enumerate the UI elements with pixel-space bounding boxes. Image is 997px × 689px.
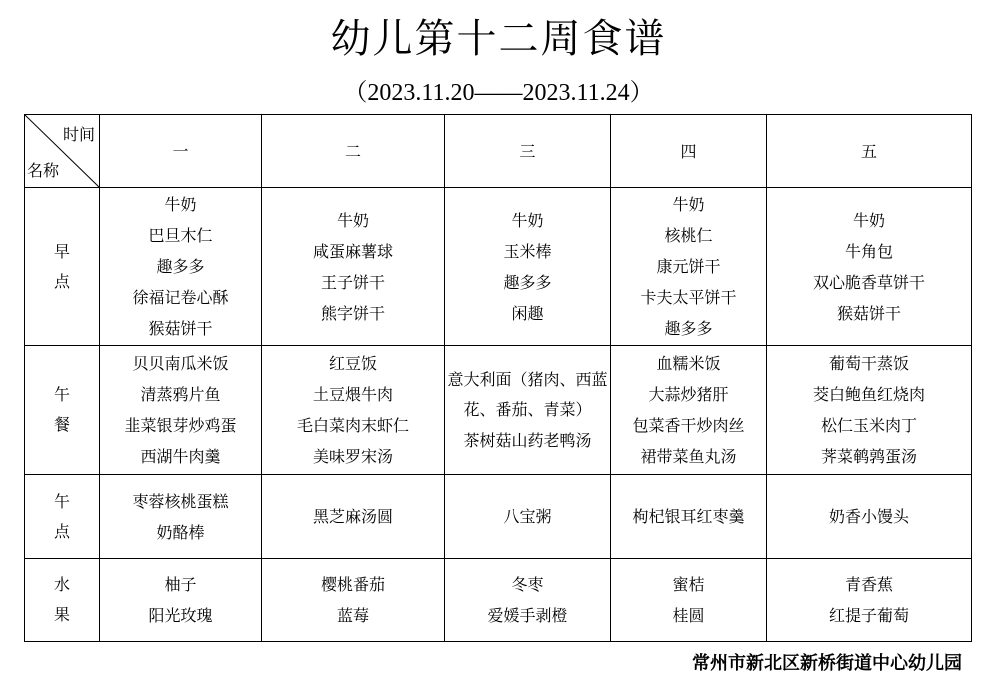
menu-item: 牛奶 <box>164 195 197 214</box>
menu-item: 牛奶 <box>852 210 885 230</box>
menu-item: 红豆饭 <box>328 354 377 373</box>
afternoon-snack-row <box>25 475 972 559</box>
menu-item: 康元饼干 <box>656 257 721 276</box>
menu-cell <box>262 475 445 559</box>
menu-item: 土豆煨牛肉 <box>312 385 393 404</box>
menu-cell <box>611 188 767 346</box>
menu-table <box>24 114 972 642</box>
menu-item: 枣蓉核桃蛋糕 <box>132 491 229 511</box>
menu-item: 松仁玉米肉丁 <box>820 416 917 435</box>
corner-time-label: 时间 <box>62 125 95 144</box>
menu-item: 猴菇饼干 <box>148 319 213 338</box>
menu-item: 徐福记卷心酥 <box>132 288 229 307</box>
school-name: 常州市新北区新桥街道中心幼儿园 <box>692 653 962 674</box>
menu-item: 奶酪棒 <box>156 522 205 542</box>
menu-item: 玉米棒 <box>503 241 552 261</box>
menu-cell <box>445 346 611 475</box>
menu-cell <box>767 475 972 559</box>
menu-item: 枸杞银耳红枣羹 <box>632 507 745 526</box>
menu-item: 熊字饼干 <box>320 303 385 323</box>
menu-item: 蓝莓 <box>336 606 369 625</box>
corner-name-label: 名称 <box>27 161 60 180</box>
menu-item: 意大利面（猪肉、西蓝花、番茄、青菜） <box>447 369 608 419</box>
menu-item: 青香蕉 <box>844 575 893 594</box>
menu-item: 牛角包 <box>844 241 893 261</box>
menu-cell <box>262 559 445 642</box>
menu-item: 大蒜炒猪肝 <box>648 385 729 404</box>
page-title: 幼儿第十二周食谱 <box>330 16 667 62</box>
menu-item: 趣多多 <box>503 272 552 292</box>
menu-item: 咸蛋麻薯球 <box>312 241 393 261</box>
menu-cell <box>100 346 262 475</box>
menu-item: 樱桃番茄 <box>320 575 385 594</box>
menu-item: 荠菜鹌鹑蛋汤 <box>820 447 917 466</box>
menu-item: 趣多多 <box>664 319 713 338</box>
menu-item: 巴旦木仁 <box>148 226 213 245</box>
menu-item: 韭菜银芽炒鸡蛋 <box>124 416 237 435</box>
fruit-row <box>25 559 972 642</box>
menu-cell <box>767 559 972 642</box>
menu-item: 牛奶 <box>672 195 705 214</box>
day-header-5: 五 <box>767 115 972 188</box>
menu-cell <box>262 188 445 346</box>
menu-cell <box>611 475 767 559</box>
menu-item: 裙带菜鱼丸汤 <box>640 447 737 466</box>
day-header-3: 三 <box>445 115 611 188</box>
menu-item: 贝贝南瓜米饭 <box>132 354 229 373</box>
corner-header-cell <box>25 115 100 188</box>
breakfast-snack-row <box>25 188 972 346</box>
menu-cell <box>445 475 611 559</box>
row-label-afternoon-snack: 午 点 <box>25 475 100 559</box>
menu-cell <box>100 475 262 559</box>
menu-item: 阳光玫瑰 <box>148 606 213 625</box>
menu-item: 柚子 <box>164 575 197 594</box>
menu-item: 茶树菇山药老鸭汤 <box>463 430 592 450</box>
menu-item: 清蒸鸦片鱼 <box>140 385 221 404</box>
menu-item: 卡夫太平饼干 <box>640 288 737 307</box>
menu-item: 猴菇饼干 <box>836 303 901 323</box>
menu-item: 美味罗宋汤 <box>312 447 393 466</box>
menu-item: 趣多多 <box>156 257 205 276</box>
menu-item: 奶香小馒头 <box>828 507 909 526</box>
menu-item: 八宝粥 <box>503 507 552 526</box>
menu-item: 血糯米饭 <box>656 354 721 373</box>
menu-item: 桂圆 <box>672 606 705 625</box>
menu-item: 闲趣 <box>511 303 544 323</box>
menu-cell <box>767 346 972 475</box>
menu-cell <box>611 346 767 475</box>
menu-item: 核桃仁 <box>664 226 713 245</box>
menu-cell <box>100 559 262 642</box>
menu-cell <box>767 188 972 346</box>
menu-item: 王子饼干 <box>320 272 385 292</box>
menu-item: 包菜香干炒肉丝 <box>632 416 745 435</box>
menu-cell <box>445 559 611 642</box>
lunch-row <box>25 346 972 475</box>
menu-cell <box>445 188 611 346</box>
date-range: （2023.11.20——2023.11.24） <box>343 80 654 106</box>
header-row <box>25 115 972 188</box>
menu-item: 牛奶 <box>511 210 544 230</box>
menu-item: 黑芝麻汤圆 <box>312 507 393 526</box>
row-label-fruit: 水 果 <box>25 559 100 642</box>
menu-item: 双心脆香草饼干 <box>812 272 925 292</box>
menu-item: 红提子葡萄 <box>828 606 909 625</box>
row-label-breakfast: 早 点 <box>25 188 100 346</box>
menu-item: 葡萄干蒸饭 <box>828 354 909 373</box>
menu-item: 牛奶 <box>336 210 369 230</box>
menu-item: 爱媛手剥橙 <box>487 606 568 625</box>
menu-cell <box>262 346 445 475</box>
day-header-1: 一 <box>100 115 262 188</box>
day-header-2: 二 <box>262 115 445 188</box>
menu-item: 西湖牛肉羹 <box>140 447 221 466</box>
menu-cell <box>100 188 262 346</box>
menu-item: 冬枣 <box>511 575 544 594</box>
menu-item: 茭白鲍鱼红烧肉 <box>812 385 925 404</box>
row-label-lunch: 午 餐 <box>25 346 100 475</box>
menu-item: 毛白菜肉末虾仁 <box>296 416 409 435</box>
day-header-4: 四 <box>611 115 767 188</box>
menu-cell <box>611 559 767 642</box>
menu-item: 蜜桔 <box>672 575 705 594</box>
